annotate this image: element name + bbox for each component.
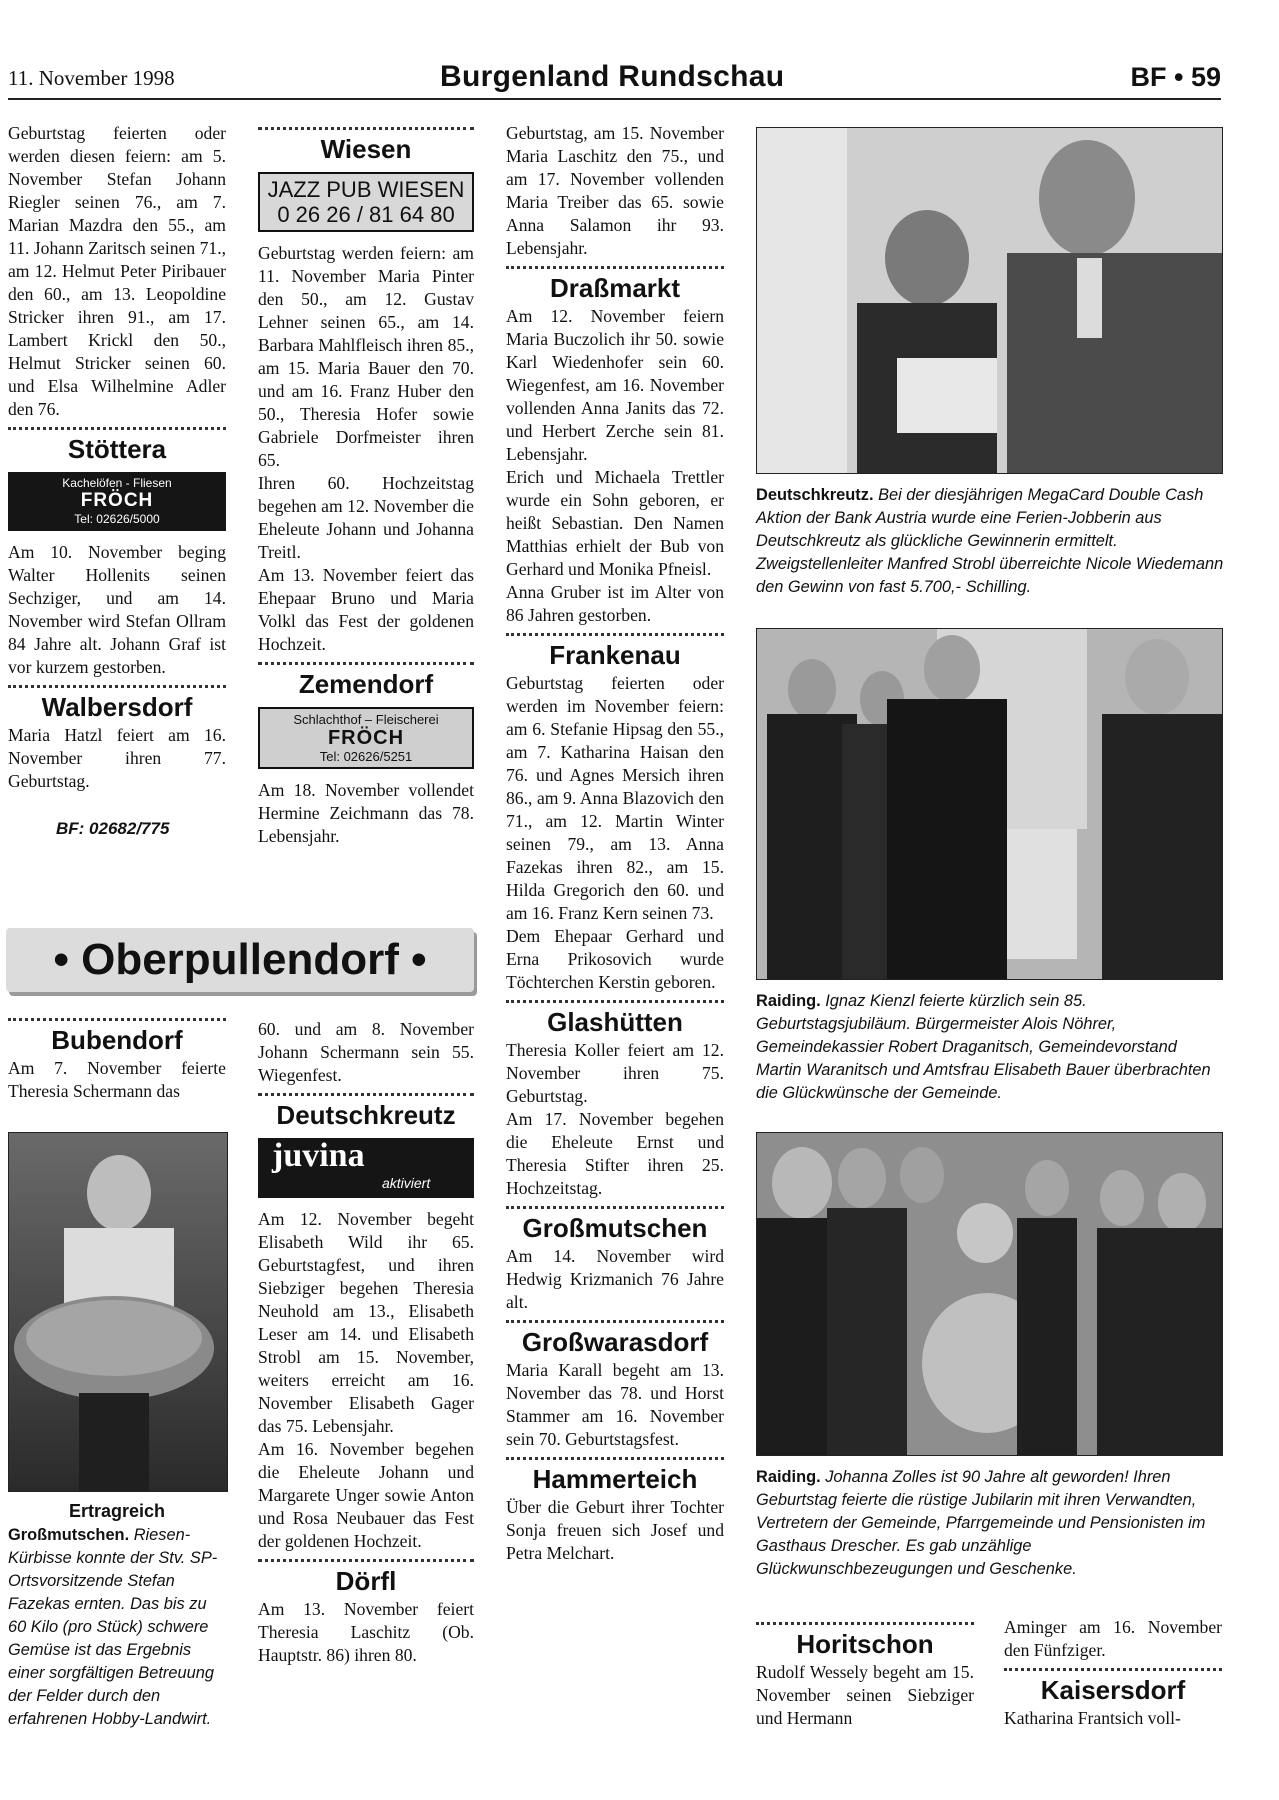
article-text: Dem Ehepaar Gerhard und Erna Prikosovich wurde Töchterchen Kerstin geboren. bbox=[506, 926, 724, 992]
article-text: Am 12. November begeht Elisabeth Wild ihr 65. Geburtstagfest, und ihren Siebziger begehen Theresia Neuhold am 13., Elisabeth Leser am 14. und Elisabeth Strobl am 15. November, weiters erreicht am 16. November Elisabeth Gager das 75. Lebensjahr. bbox=[258, 1209, 474, 1436]
article-text: Rudolf Wessely begeht am 15. November seinen Siebziger und Hermann bbox=[756, 1662, 974, 1728]
column-1-lower bbox=[8, 1018, 226, 1103]
section-title-kaisersdorf: Kaisersdorf bbox=[1040, 1675, 1186, 1705]
photo-pumpkin bbox=[8, 1132, 228, 1492]
article-text: Über die Geburt ihrer Tochter Sonja freuen sich Josef und Petra Melchart. bbox=[506, 1497, 724, 1563]
divider bbox=[506, 633, 724, 636]
article-text: Am 12. November feiern Maria Buczolich ihr 50. sowie Karl Wiedenhofer sein 60. Wiegenfest, am 16. November vollenden Anna Janits das 72. und Herbert Zerche sein 81. Lebensjahr. bbox=[506, 306, 724, 464]
article-text: Am 17. November begehen die Eheleute Ernst und Theresia Stifter ihren 25. Hochzeitstag. bbox=[506, 1109, 724, 1198]
article-text: Am 14. November wird Hedwig Krizmanich 76 Jahre alt. bbox=[506, 1246, 724, 1312]
ad-name: juvina bbox=[272, 1137, 365, 1174]
article-text: Geburtstag feierten oder werden diesen feiern: am 5. November Stefan Johann Riegler seinen 76., am 7. Marian Mazdra den 55., am 11. Johann Zaritsch seinen 71., am 12. Helmut Peter Piribauer den 60., am 13. Leopoldine Stricker ihren 91., am 17. Lambert Krickl den 50., Helmut Stricker seinen 60. und Elsa Wilhelmine Adler den 76. bbox=[8, 123, 226, 419]
ad-line: JAZZ PUB WIESEN bbox=[267, 177, 465, 202]
section-title-horitschon: Horitschon bbox=[796, 1629, 934, 1659]
article-text: Theresia Koller feiert am 12. November ihren 75. Geburtstag. bbox=[506, 1040, 724, 1106]
article-text: Am 10. November beging Walter Hollenits seinen Sechziger, und am 14. November wird Stefan Ollram 84 Jahre alt. Johann Graf ist vor kurzem gestorben. bbox=[8, 542, 226, 677]
section-title-stoettera: Stöttera bbox=[67, 434, 167, 464]
column-5-bottom bbox=[1004, 1616, 1222, 1730]
divider bbox=[8, 685, 226, 688]
section-title-doerfl: Dörfl bbox=[335, 1566, 397, 1596]
article-text: Geburtstag, am 15. November Maria Laschitz den 75., und am 17. November vollenden Maria Treiber das 65. sowie Anna Salamon ihr 93. Lebensjahr. bbox=[506, 123, 724, 258]
newspaper-title: Burgenland Rundschau bbox=[440, 60, 785, 93]
section-title-drassmarkt: Draßmarkt bbox=[549, 273, 681, 303]
column-3 bbox=[506, 122, 724, 1565]
column-2 bbox=[258, 127, 474, 848]
column-4-bottom bbox=[756, 1622, 974, 1730]
ad-name: FRÖCH bbox=[80, 490, 154, 511]
article-text: Am 13. November feiert Theresia Laschitz (Ob. Hauptstr. 86) ihren 80. bbox=[258, 1599, 474, 1665]
bf-phone: BF: 02682/775 bbox=[56, 819, 170, 838]
divider bbox=[258, 662, 474, 665]
divider bbox=[756, 1622, 974, 1625]
photo-caption-head: Ertragreich bbox=[68, 1501, 166, 1521]
issue-date: 11. November 1998 bbox=[8, 66, 175, 90]
photo-caption-pumpkin bbox=[8, 1524, 228, 1731]
article-text: 60. und am 8. November Johann Schermann sein 55. Wiegenfest. bbox=[258, 1019, 474, 1085]
article-text: Maria Karall begeht am 13. November das 78. und Horst Stammer am 16. November sein 70. Geburtstagsfest. bbox=[506, 1360, 724, 1449]
article-text: Am 7. November feierte Theresia Schermann das bbox=[8, 1058, 226, 1101]
section-title-wiesen: Wiesen bbox=[320, 134, 412, 164]
section-title-bubendorf: Bubendorf bbox=[51, 1025, 183, 1055]
article-text: Katharina Frantsich voll- bbox=[1004, 1708, 1181, 1728]
photo-caption-raiding-1 bbox=[756, 990, 1224, 1105]
photo-caption-raiding-2 bbox=[756, 1466, 1224, 1581]
article-text: Erich und Michaela Trettler wurde ein Sohn geboren, er heißt Sebastian. Den Namen Matthias erhielt der Bub von Gerhard und Monika Pfneisl. bbox=[506, 467, 724, 579]
divider bbox=[506, 266, 724, 269]
divider bbox=[258, 127, 474, 130]
section-title-grossmutschen: Großmutschen bbox=[522, 1213, 708, 1243]
caption-text: Bei der diesjährigen MegaCard Double Cash Aktion der Bank Austria wurde eine Ferien-Jobberin aus Deutschkreutz als glückliche Gewinnerin ermittelt. Zweigstellenleiter Manfred Strobl überreichte Nicole Wiedemann den Gewinn von fast 5.700,- Schilling. bbox=[756, 486, 1224, 596]
ad-name: FRÖCH bbox=[327, 727, 405, 749]
caption-place: Deutschkreutz. bbox=[756, 486, 874, 504]
section-title-walbersdorf: Walbersdorf bbox=[41, 692, 193, 722]
article-text: Am 13. November feiert das Ehepaar Bruno und Maria Volkl das Fest der goldenen Hochzeit. bbox=[258, 565, 474, 654]
ad-tel: Tel: 02626/5000 bbox=[74, 512, 160, 526]
photo-deutschkreutz bbox=[756, 127, 1223, 474]
column-1 bbox=[8, 122, 226, 840]
article-text: Anna Gruber ist im Alter von 86 Jahren gestorben. bbox=[506, 582, 724, 625]
page-number: BF • 59 bbox=[1130, 62, 1221, 92]
ad-froech-fliesen bbox=[8, 472, 226, 531]
divider bbox=[8, 427, 226, 430]
section-title-glashuetten: Glashütten bbox=[547, 1007, 683, 1037]
ad-tel: Tel: 02626/5251 bbox=[319, 749, 413, 764]
photo-caption-deutschkreutz bbox=[756, 484, 1224, 599]
photo-raiding-zolles bbox=[756, 1132, 1223, 1456]
divider bbox=[506, 1320, 724, 1323]
article-text: Ihren 60. Hochzeitstag begehen am 12. November die Eheleute Johann und Johanna Treitl. bbox=[258, 473, 474, 562]
photo-raiding-kienzl bbox=[756, 628, 1223, 980]
ad-line: Schlachthof – Fleischerei bbox=[293, 712, 439, 727]
article-text: Am 18. November vollendet Hermine Zeichmann das 78. Lebensjahr. bbox=[258, 780, 474, 846]
ad-juvina bbox=[258, 1138, 474, 1198]
article-text: Am 16. November begehen die Eheleute Johann und Margarete Unger sowie Anton und Rosa Neubauer das Fest der goldenen Hochzeit. bbox=[258, 1439, 474, 1551]
ad-line: Kachelöfen - Fliesen bbox=[62, 476, 172, 490]
caption-place: Großmutschen. bbox=[8, 1526, 130, 1544]
region-banner: • Oberpullendorf • bbox=[6, 928, 474, 992]
caption-place: Raiding. bbox=[756, 1468, 821, 1486]
divider bbox=[506, 1206, 724, 1209]
article-text: Aminger am 16. November den Fünfziger. bbox=[1004, 1617, 1222, 1660]
article-text: Geburtstag feierten oder werden im November feiern: am 6. Stefanie Hipsag den 55., am 7. Katharina Haisan den 76. und Agnes Mersich ihren 86., am 9. Anna Blazovich den 71., am 12. Martin Winter seinen 79., am 13. Anna Fazekas ihren 82., am 15. Hilda Gregorich den 60. und am 16. Franz Kern seinen 73. bbox=[506, 673, 724, 923]
divider bbox=[1004, 1668, 1222, 1671]
article-text: Maria Hatzl feiert am 16. November ihren 77. Geburtstag. bbox=[8, 725, 226, 791]
divider bbox=[506, 1000, 724, 1003]
caption-text: Ignaz Kienzl feierte kürzlich sein 85. Geburtstagsjubiläum. Bürgermeister Alois Nöhrer, Gemeindekassier Robert Draganitsch, Gemeindevorstand Martin Waranitsch und Amtsfrau Elisabeth Bauer überbrachten die Glückwünsche der Gemeinde. bbox=[756, 992, 1211, 1102]
ad-jazz-pub bbox=[258, 172, 474, 232]
divider bbox=[8, 1018, 226, 1021]
section-title-frankenau: Frankenau bbox=[549, 640, 681, 670]
caption-place: Raiding. bbox=[756, 992, 821, 1010]
divider bbox=[258, 1093, 474, 1096]
ad-phone: 0 26 26 / 81 64 80 bbox=[277, 202, 455, 227]
article-text: Geburtstag werden feiern: am 11. November Maria Pinter den 50., am 12. Gustav Lehner seinen 65., am 14. Barbara Mahlfleisch ihren 85., am 15. Maria Bauer den 70. und am 16. Franz Huber den 50., Theresia Hofer sowie Gabriele Dorfmeister ihren 65. bbox=[258, 243, 474, 470]
ad-froech-fleischerei bbox=[258, 707, 474, 769]
column-2-lower bbox=[258, 1018, 474, 1667]
section-title-zemendorf: Zemendorf bbox=[298, 669, 434, 699]
section-title-hammerteich: Hammerteich bbox=[532, 1464, 698, 1494]
ad-tag: aktiviert bbox=[382, 1175, 431, 1191]
section-title-deutschkreutz: Deutschkreutz bbox=[276, 1100, 456, 1130]
section-title-grosswarasdorf: Großwarasdorf bbox=[521, 1327, 709, 1357]
divider bbox=[506, 1457, 724, 1460]
caption-text: Johanna Zolles ist 90 Jahre alt geworden! Ihren Geburtstag feierte die rüstige Jubilarin mit ihren Verwandten, Vertretern der Gemeinde, Pfarrgemeinde und Pensionisten im Gasthaus Drescher. Es gab unzählige Glückwunschbezeugungen und Geschenke. bbox=[756, 1468, 1206, 1578]
divider bbox=[258, 1559, 474, 1562]
header-rule bbox=[8, 98, 1221, 100]
caption-text: Riesen-Kürbisse konnte der Stv. SP-Ortsvorsitzende Stefan Fazekas ernten. Das bis zu 60 Kilo (pro Stück) schwere Gemüse ist das Ergebnis einer sorgfältigen Betreuung der Felder durch den erfahrenen Hobby-Landwirt. bbox=[8, 1526, 218, 1728]
